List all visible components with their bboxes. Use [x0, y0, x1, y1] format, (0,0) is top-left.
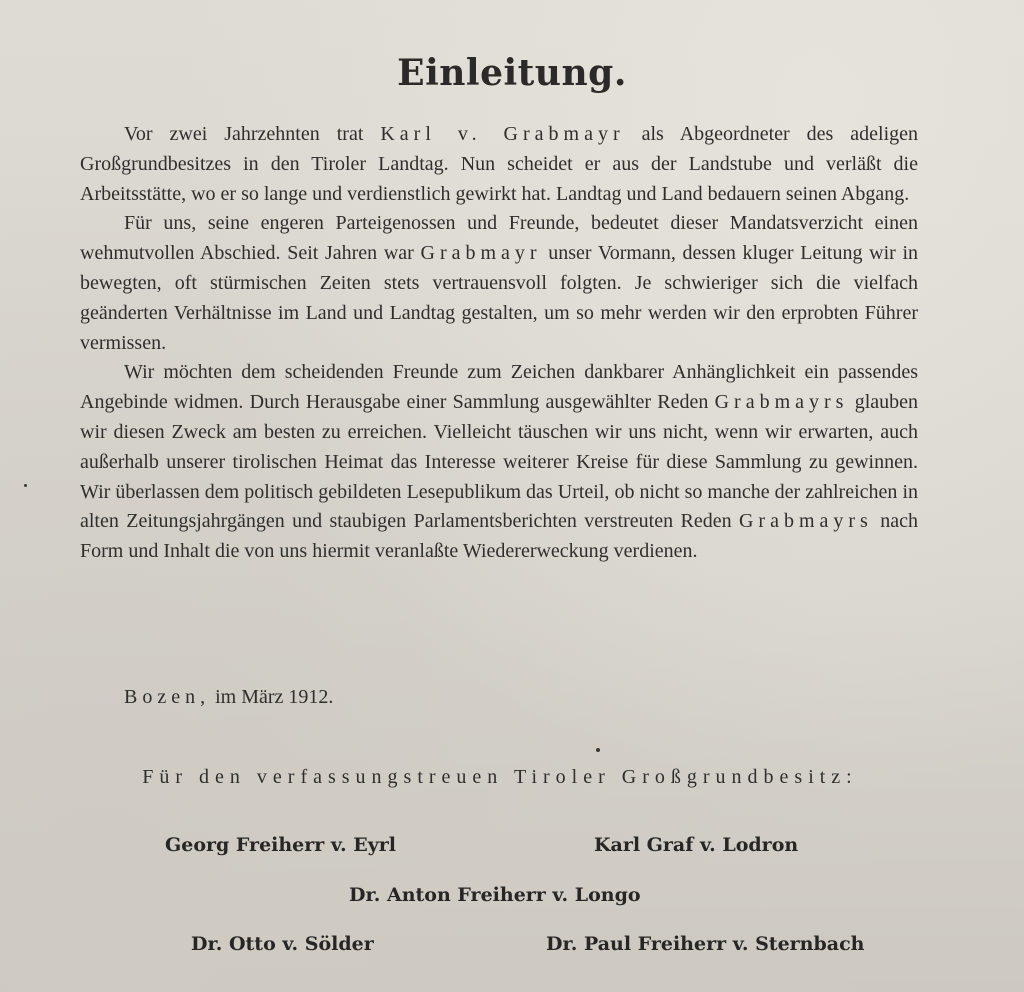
paragraph-2-text-b: unser Vormann, dessen kluger Leitung wir in bewegten, oft stürmischen Zeiten stets vertrauensvoll folgten. Je schwieriger sich die vielfach geänderten Verhältnisse im Land und Landtag gestalten, um so mehr werden wir den erprobten Führer vermissen.: [80, 242, 919, 354]
page-title: Einleitung.: [397, 52, 627, 94]
signatory: Dr. Anton Freiherr v. Longo: [349, 884, 641, 906]
paragraph-3-text-b: glauben wir diesen Zweck am besten zu erreichen. Vielleicht täuschen wir uns nicht, wenn wir erwarten, auch außerhalb unserer tirolischen Heimat das Interesse weiterer Kreise für diese Sammlung zu gewinnen. Wir überlassen dem politisch gebildeten Lesepublikum das Urteil, ob nicht so manche der zahlreichen in alten Zeitungsjahrgängen und staubigen Parlamentsberichten verstreuten Reden: [80, 391, 919, 533]
paragraph-2-text-a: Für uns, seine engeren Parteigenossen und Freunde, bedeutet dieser Mandatsverzicht einen wehmutvollen Abschied. Seit Jahren war: [80, 212, 918, 265]
paragraph-1-text-b: als Abgeordneter des adeligen Großgrundbesitzes in den Tiroler Landtag. Nun scheidet er aus der Landstube und verläßt die Arbeitsstätte, wo er so lange und verdienstlich gewirkt hat. Landtag und Land bedauern seinen Abgang.: [80, 123, 919, 205]
date: im März 1912.: [215, 686, 334, 708]
ink-speck: [24, 484, 27, 487]
paragraph-1-text-a: Vor zwei Jahrzehnten trat: [124, 123, 364, 145]
paragraph-3-text-c: nach Form und Inhalt die von uns hiermit veranlaßte Wiedererweckung verdienen.: [80, 510, 919, 563]
person-name: Grabmayrs: [714, 391, 849, 414]
paragraph-2: [80, 209, 918, 358]
signatory: Karl Graf v. Lodron: [594, 834, 799, 856]
paragraph-3: [80, 358, 918, 567]
organization-line: Für den verfassungstreuen Tiroler Großgrundbesitz:: [142, 766, 858, 788]
signatory: Dr. Paul Freiherr v. Sternbach: [546, 933, 865, 955]
paragraph-1: [80, 120, 918, 209]
person-name: Karl v. Grabmayr: [380, 123, 625, 145]
person-name: Grabmayr: [420, 242, 542, 265]
place-and-date: [124, 686, 333, 709]
signatory: Georg Freiherr v. Eyrl: [165, 834, 397, 856]
person-name: Grabmayrs: [738, 510, 873, 533]
place: Bozen,: [124, 686, 211, 708]
signatory: Dr. Otto v. Sölder: [191, 933, 374, 955]
paragraph-3-text-a: Wir möchten dem scheidenden Freunde zum Zeichen dankbarer Anhänglichkeit ein passendes Angebinde widmen. Durch Herausgabe einer Sammlung ausgewählter Reden: [80, 361, 918, 414]
introduction-text: [80, 120, 918, 567]
ink-speck: [596, 748, 600, 752]
